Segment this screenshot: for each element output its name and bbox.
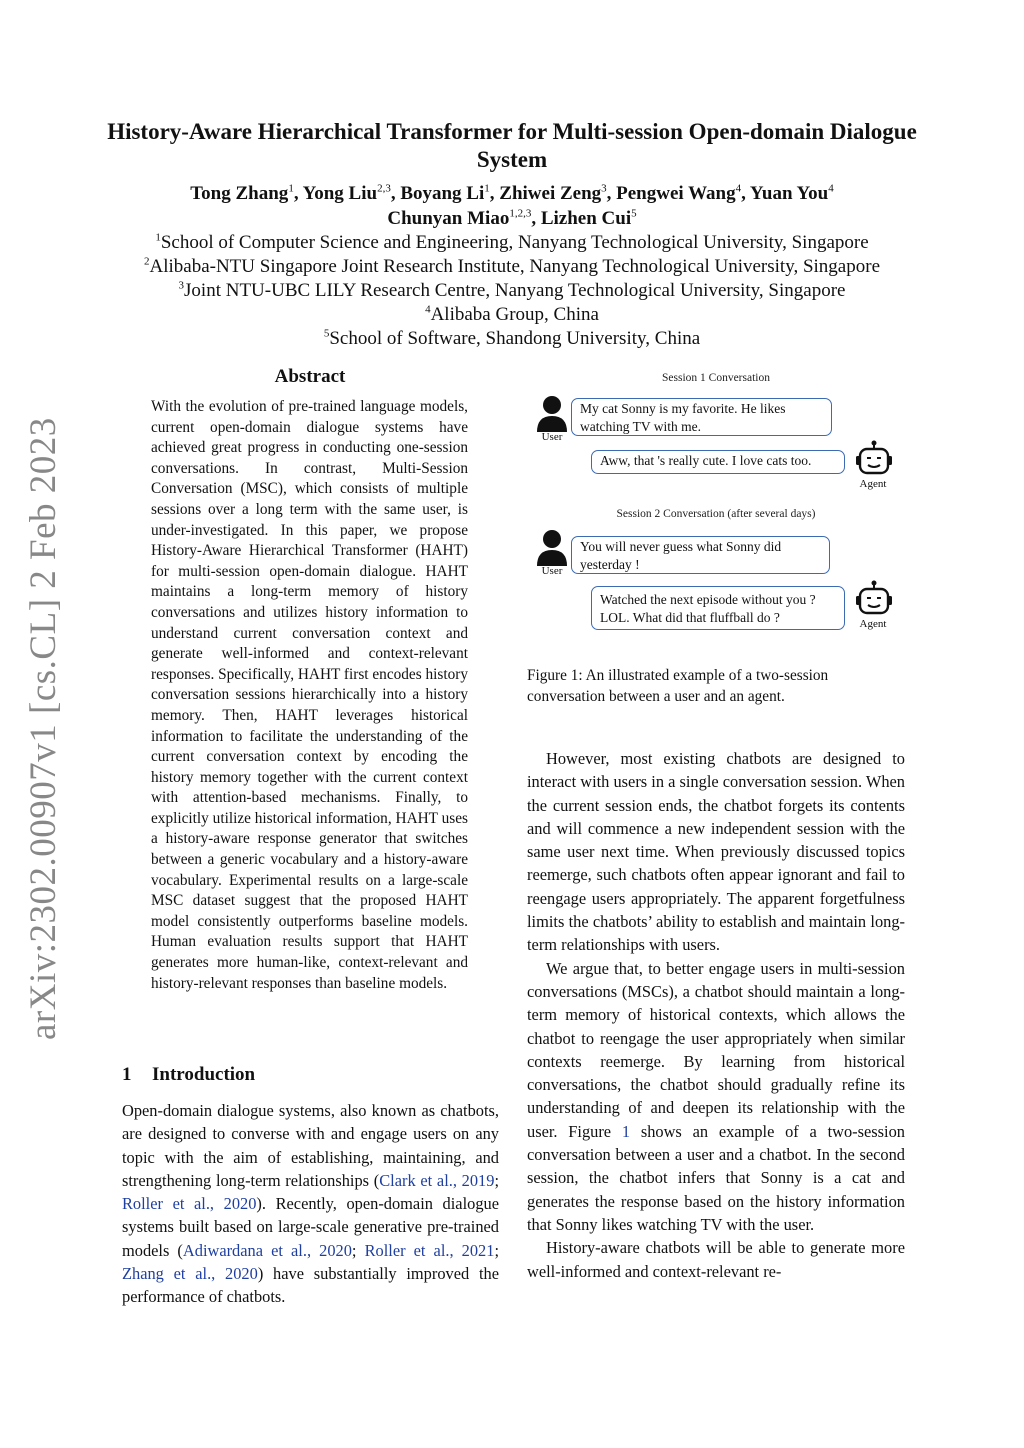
affiliation: $^5$School of Software, Shandong University, China (323, 327, 701, 349)
affiliation: $^1$School of Computer Science and Engineering, Nanyang Technological University, Singapore (155, 231, 869, 253)
session-2-agent-message: Watched the next episode without you ? LOL. What did that fluffball do ? (591, 586, 845, 630)
author-name: Pengwei Wang (616, 183, 736, 204)
citation-link[interactable]: Adiwardana et al., 2020 (182, 1240, 352, 1260)
author-name: Lizhen Cui (540, 208, 632, 229)
figure-1 (527, 366, 905, 646)
abstract-heading: Abstract (274, 366, 346, 387)
session-2-user-message: You will never guess what Sonny did yesterday ! (571, 536, 830, 574)
session-1-label: Session 1 Conversation (662, 372, 770, 384)
author-list: Tong Zhang$^1$, Yong Liu$^{2,3}$, Boyang Li$^1$, Zhiwei Zeng$^3$, Pengwei Wang$^4$, Yuan You$^4$ Chunyan Miao$^{1,2,3}$, Lizhen Cui$^5$ (190, 182, 834, 229)
agent-label: Agent (859, 618, 887, 630)
citation-link[interactable]: Roller et al., 2020 (122, 1194, 257, 1214)
session-2-label: Session 2 Conversation (after several days) (616, 508, 816, 520)
author-name: Tong Zhang (190, 183, 289, 204)
figure-caption: Figure 1: An illustrated example of a two-session conversation between a user and an agent. (527, 667, 829, 705)
affiliation: $^4$Alibaba Group, China (425, 303, 599, 325)
affiliation: $^3$Joint NTU-UBC LILY Research Centre, Nanyang Technological University, Singapore (178, 279, 846, 301)
user-label: User (541, 565, 563, 577)
author-name: Yong Liu (302, 183, 378, 204)
paragraph: We argue that, to better engage users in multi-session conversations (MSCs), a chatbot should maintain a long-term memory of historical contexts, which allows the chatbot to reengage the user appropriately when similar contexts reemerge. By learning from historical conversations, the chatbot should gradually refine its understanding of and deepen its relationship with the user. Figure 1 shows an example of a two-session conversation between a user and a chatbot. In the second session, the chatbot infers that Sonny is a cat and generates the response based on the history information that Sonny likes watching TV with the user. (527, 958, 905, 1234)
paragraph: Open-domain dialogue systems, also known as chatbots, are designed to converse with and engage users on any topic with the aim of establishing, maintaining, and strengthening long-term relationships (Clark et al., 2019; Roller et al., 2020). Recently, open-domain dialogue systems built based on large-scale generative pre-trained models (Adiwardana et al., 2020; Roller et al., 2021; Zhang et al., 2020) have substantially improved the performance of chatbots. (122, 1101, 500, 1307)
agent-label: Agent (859, 478, 887, 490)
robot-icon (855, 580, 893, 618)
author-name: Chunyan Miao (387, 208, 510, 229)
paragraph: However, most existing chatbots are designed to interact with users in a single conversation session. When the current session ends, the chatbot forgets its contents and will commence a new independent session with the same user next time. When previously discussed topics reemerge, such chatbots often appear ignorant and fail to reengage users appropriately. The apparent forgetfulness limits the chatbots’ ability to establish and maintain long-term relationships with users. (527, 749, 905, 955)
session-1-user-message: My cat Sonny is my favorite. He likes watching TV with me. (571, 398, 832, 436)
citation-link[interactable]: Zhang et al., 2020 (122, 1264, 258, 1284)
intro-left-column (122, 1099, 499, 1309)
figure-reference-link[interactable]: 1 (621, 1121, 631, 1141)
affiliation: $^2$Alibaba-NTU Singapore Joint Research Institute, Nanyang Technological University, Singapore (143, 255, 881, 277)
author-name: Boyang Li (400, 183, 485, 204)
intro-right-column (527, 747, 905, 1283)
paragraph: History-aware chatbots will be able to generate more well-informed and context-relevant re- (527, 1238, 905, 1281)
session-1-agent-message: Aww, that 's really cute. I love cats too. (591, 450, 845, 474)
affiliation-list (80, 231, 944, 351)
user-icon (535, 528, 569, 568)
user-label: User (541, 431, 563, 443)
abstract-body: With the evolution of pre-trained language models, current open-domain dialogue systems have achieved great progress in conducting one-session conversations. In contrast, Multi-Session Conversation (MSC), which consists of multiple sessions over a long term with the same user, is under-investigated. In this paper, we propose History-Aware Hierarchical Transformer (HAHT) for multi-session open-domain dialogue. HAHT maintains a long-term memory of history conversations and utilizes history information to understand current conversation context and generate well-informed and context-relevant responses. Specifically, HAHT first encodes history conversation sessions hierarchically into a history memory. Then, HAHT leverages historical information to facilitate the understanding of the current conversation context by encoding the history memory together with the current context with attention-based mechanisms. Finally, to explicitly utilize historical information, HAHT uses a history-aware response generator that switches between a generic vocabulary and a history-aware vocabulary. Experimental results on a large-scale MSC dataset suggest that the proposed HAHT model consistently outperforms baseline models. Human evaluation results support that HAHT generates more human-like, context-relevant and history-relevant responses than baseline models. (151, 398, 468, 992)
paper-title: History-Aware Hierarchical Transformer for Multi-session Open-domain Dialogue System (107, 119, 917, 172)
section-heading: 1 Introduction (122, 1064, 256, 1085)
citation-link[interactable]: Clark et al., 2019 (379, 1170, 495, 1190)
robot-icon (855, 440, 893, 478)
author-name: Zhiwei Zeng (499, 183, 602, 204)
citation-link[interactable]: Roller et al., 2021 (364, 1240, 495, 1260)
user-icon (535, 394, 569, 434)
arxiv-identifier: arXiv:2302.00907v1 [cs.CL] 2 Feb 2023 (23, 417, 64, 1040)
author-name: Yuan You (749, 183, 829, 204)
